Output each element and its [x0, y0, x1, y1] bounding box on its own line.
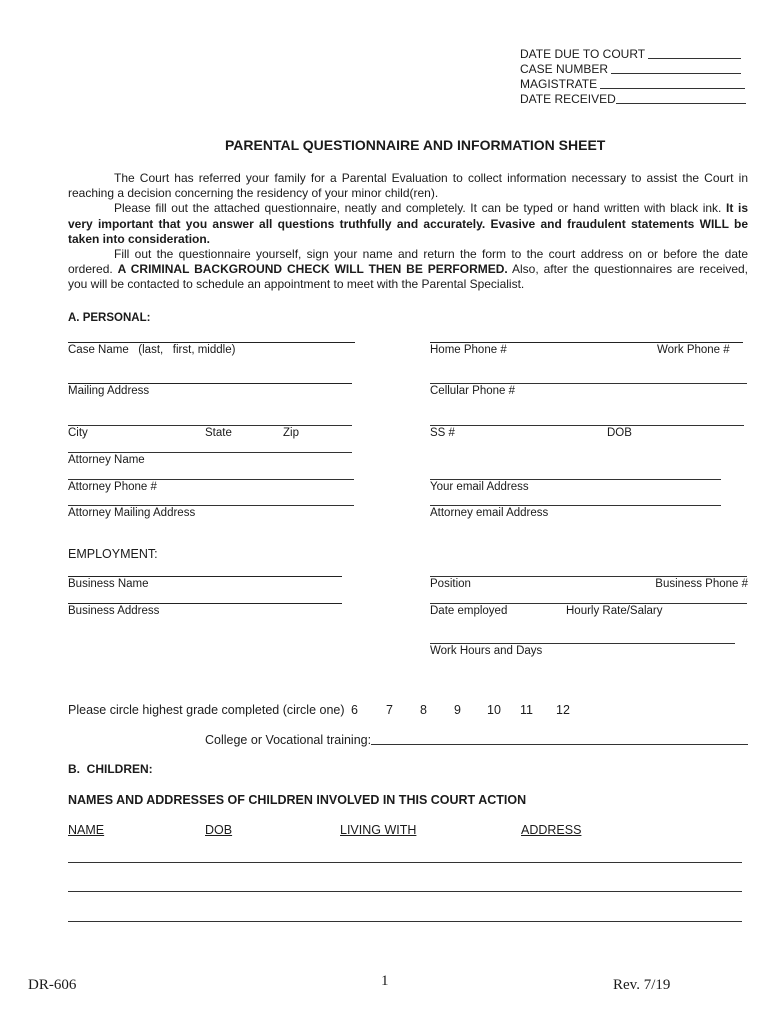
- intro-line-6: Fill out the questionnaire yourself, sign your name and return the form to the court address on or before the date: [114, 247, 748, 261]
- intro-line-7-regular-b: Also, after the questionnaires are received,: [507, 262, 748, 276]
- magistrate-field[interactable]: [600, 88, 745, 89]
- business-phone-label: Business Phone #: [655, 578, 748, 590]
- section-personal-heading: A. PERSONAL:: [68, 312, 151, 324]
- hourly-rate-label: Hourly Rate/Salary: [566, 605, 663, 617]
- college-label: College or Vocational training:: [205, 733, 372, 747]
- state-label: State: [205, 427, 232, 439]
- form-number: DR-606: [28, 977, 77, 993]
- criminal-check-notice: A CRIMINAL BACKGROUND CHECK WILL THEN BE PERFORMED.: [117, 262, 508, 276]
- dob-label: DOB: [607, 427, 632, 439]
- date-received-field[interactable]: [616, 103, 746, 104]
- case-number-label: CASE NUMBER: [520, 62, 612, 76]
- position-row: [430, 577, 748, 591]
- child-entry-line-3[interactable]: [68, 921, 742, 922]
- date-due-label: DATE DUE TO COURT: [520, 47, 649, 61]
- revision-label: Rev. 7/19: [613, 977, 671, 993]
- business-name-label: Business Name: [68, 578, 149, 590]
- your-email-label: Your email Address: [430, 481, 529, 493]
- employment-heading: EMPLOYMENT:: [68, 547, 158, 561]
- grade-option-12[interactable]: 12: [556, 703, 570, 717]
- children-subheading: NAMES AND ADDRESSES OF CHILDREN INVOLVED IN THIS COURT ACTION: [68, 793, 527, 807]
- child-entry-line-1[interactable]: [68, 862, 742, 863]
- office-use-block: [520, 46, 746, 106]
- intro-line-7-regular-a: ordered.: [68, 262, 118, 276]
- column-header-name: NAME: [68, 823, 105, 837]
- grade-option-6[interactable]: 6: [351, 703, 358, 717]
- attorney-email-label: Attorney email Address: [430, 507, 549, 519]
- mailing-address-label: Mailing Address: [68, 385, 150, 397]
- intro-line-4: very important that you answer all questions truthfully and accurately. Evasive and fraudulent statements WILL be: [68, 217, 748, 231]
- attorney-mailing-address-label: Attorney Mailing Address: [68, 507, 196, 519]
- case-name-label: Case Name (last, first, middle): [68, 344, 236, 356]
- column-header-dob: DOB: [205, 823, 233, 837]
- business-address-label: Business Address: [68, 605, 160, 617]
- intro-line-7: [68, 262, 748, 277]
- grade-prompt: Please circle highest grade completed (circle one): [68, 703, 345, 717]
- work-hours-label: Work Hours and Days: [430, 645, 543, 657]
- cellular-phone-label: Cellular Phone #: [430, 385, 516, 397]
- grade-option-9[interactable]: 9: [454, 703, 461, 717]
- work-phone-label: Work Phone #: [657, 344, 730, 356]
- college-row: [205, 733, 748, 747]
- magistrate-row: [520, 76, 745, 91]
- home-phone-label: Home Phone #: [430, 344, 507, 356]
- intro-line-3-bold: It is: [726, 201, 748, 215]
- intro-line-3: [114, 201, 748, 216]
- page-title: PARENTAL QUESTIONNAIRE AND INFORMATION SHEET: [225, 137, 606, 153]
- case-number-row: [520, 61, 741, 76]
- intro-line-2: reaching a decision concerning the residency of your minor child(ren).: [68, 186, 439, 200]
- city-label: City: [68, 427, 88, 439]
- grade-option-10[interactable]: 10: [487, 703, 501, 717]
- grade-option-7[interactable]: 7: [386, 703, 393, 717]
- page-number: 1: [381, 973, 389, 989]
- section-children-heading: B. CHILDREN:: [68, 762, 153, 776]
- attorney-name-label: Attorney Name: [68, 454, 145, 466]
- intro-line-3-regular: Please fill out the attached questionnaire, neatly and completely. It can be typed or hand written with black ink.: [114, 201, 727, 215]
- ss-dob-field[interactable]: [430, 425, 744, 426]
- column-header-living-with: LIVING WITH: [340, 823, 417, 837]
- date-employed-label: Date employed: [430, 605, 508, 617]
- column-header-address: ADDRESS: [521, 823, 582, 837]
- zip-label: Zip: [283, 427, 299, 439]
- child-entry-line-2[interactable]: [68, 891, 742, 892]
- date-received-row: [520, 91, 746, 106]
- attorney-phone-label: Attorney Phone #: [68, 481, 157, 493]
- date-due-field[interactable]: [648, 58, 741, 59]
- magistrate-label: MAGISTRATE: [520, 77, 601, 91]
- position-label: Position: [430, 578, 471, 590]
- intro-line-1: The Court has referred your family for a Parental Evaluation to collect information necessary to assist the Court in: [114, 171, 748, 185]
- intro-line-8: you will be contacted to schedule an appointment to meet with the Parental Specialist.: [68, 277, 525, 291]
- grade-option-11[interactable]: 11: [520, 703, 533, 717]
- date-due-row: [520, 46, 741, 61]
- case-number-field[interactable]: [611, 73, 741, 74]
- college-field[interactable]: [371, 744, 748, 745]
- intro-line-5: taken into consideration.: [68, 232, 211, 246]
- date-received-label: DATE RECEIVED: [520, 92, 616, 106]
- ss-label: SS #: [430, 427, 455, 439]
- grade-option-8[interactable]: 8: [420, 703, 427, 717]
